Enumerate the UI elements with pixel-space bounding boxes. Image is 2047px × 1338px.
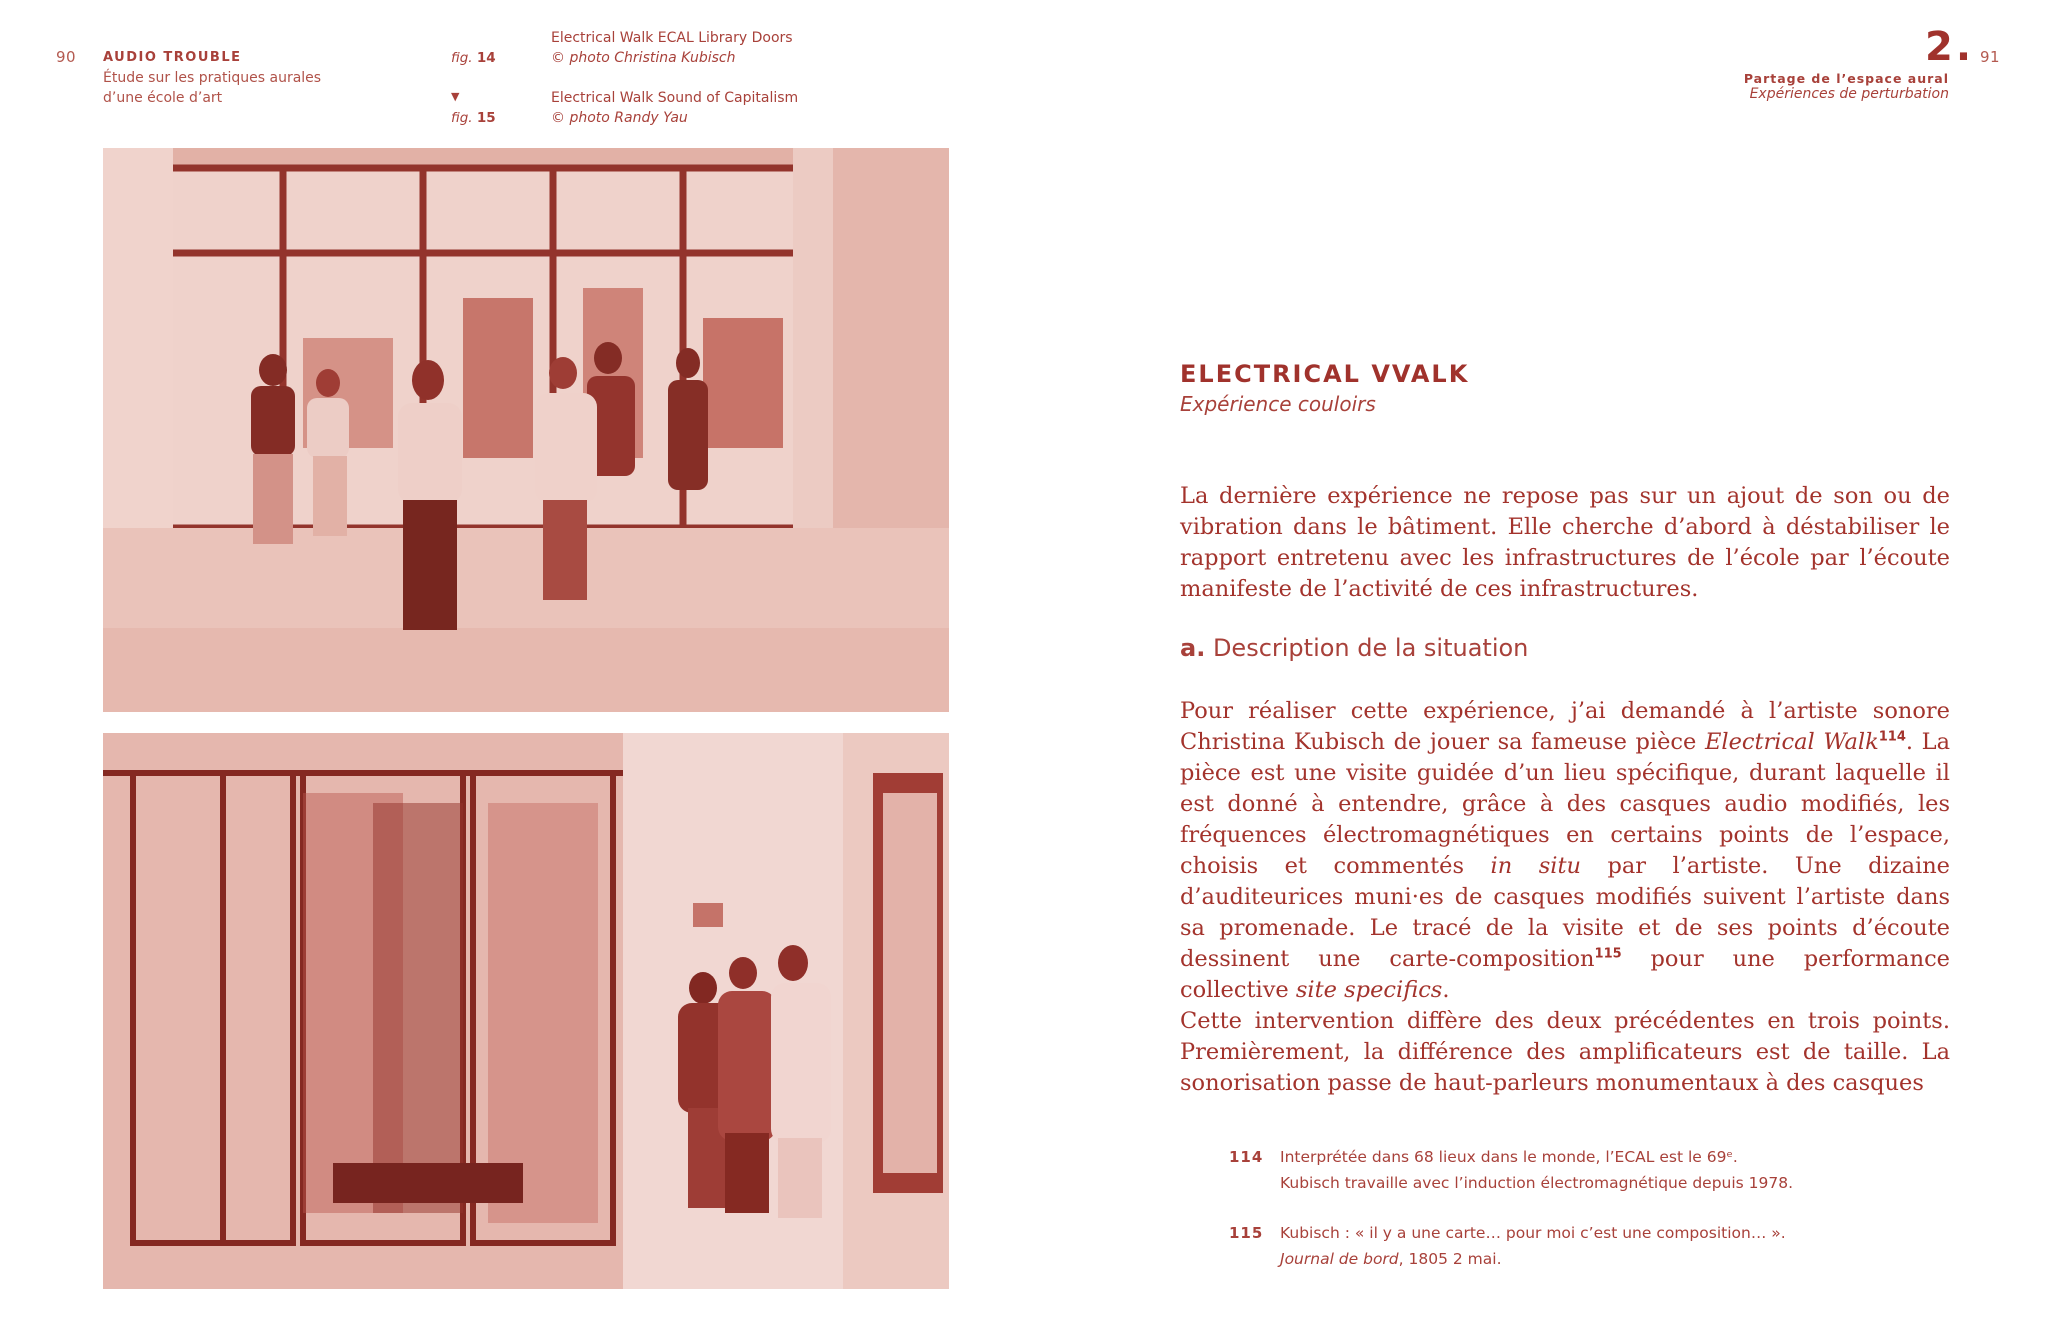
body-paragraph-1: Pour réaliser cette expérience, j’ai demandé à l’artiste sonore Christina Kubisch de jouer sa fameuse pièce Electrical Walk$^{114}$. La pièce est une visite guidée d’un lieu spécifique, durant laquelle il est donné à entendre, grâce à des casques audio modifiés, les fréquences électromagnétiques en certains points de l’espace, choisis et commentés in situ par l’artiste. Une dizaine d’auditeurices muni·es de casques modifiés suivent l’artiste dans sa promenade. Le tracé de la visite et de ses points d’écoute dessinent une carte-composition$^{115}$ pour une performance collective site specifics. [1180,698,1950,1003]
photo-sound-of-capitalism [103,733,949,1289]
footnote-ref-115[interactable]: 115 [1594,946,1622,962]
subsection-title: Description de la situation [1212,634,1529,662]
figure-14-number: 14 [476,50,496,66]
body-text [1180,696,1950,1099]
intro-paragraph: La dernière expérience ne repose pas sur un ajout de son ou de vibration dans le bâtiment. Elle cherche d’abord à déstabiliser le rapport entretenu avec les infrastructures de l’école par l’écoute manifeste de l’activité de ces infrastructures. [1180,483,1950,602]
figure-14-label: fig. 14 [451,50,496,66]
subsection-heading [1180,634,1528,662]
book-subtitle [103,68,321,108]
footnote-ref-114[interactable]: 114 [1878,729,1906,745]
book-subtitle-line1: Étude sur les pratiques aurales [103,70,322,86]
footnote-114: Interprétée dans 68 lieux dans le monde, l’ECAL est le 69ᵉ. Kubisch travaille avec l’induction électromagnétique depuis 1978. [1280,1148,1794,1192]
figure-15-label: fig. 15 [451,110,496,126]
figure-15-number: 15 [476,110,496,126]
down-arrow-icon: ▼ [451,90,460,103]
figure-14-credit: © photo Christina Kubisch [551,50,736,66]
footnote-114-number: 114 [1229,1148,1264,1166]
body-paragraph-2: Cette intervention diffère des deux précédentes en trois points. Premièrement, la différence des amplificateurs est de taille. La sonorisation passe de haut-parleurs monumentaux à des casques [1180,1008,1950,1096]
figure-14-caption: Electrical Walk ECAL Library Doors © photo Christina Kubisch [551,30,793,66]
left-page-number: 90 [56,48,77,66]
footnote-115-number: 115 [1229,1224,1264,1242]
section-subtitle: Expérience couloirs [1180,392,1376,416]
book-subtitle-line2: d’une école d’art [103,90,223,106]
photo-library-doors [103,148,949,712]
section-title: ELECTRICAL VVALK [1180,360,1470,388]
figure-15-credit: © photo Randy Yau [551,110,688,126]
right-page-number: 91 [1980,48,2001,66]
chapter-title: Partage de l’espace aural [1743,71,1949,86]
book-title: AUDIO TROUBLE [103,50,242,65]
footnote-115: Kubisch : « il y a une carte… pour moi c’est une composition… ». Journal de bord, 1805 2 mai. [1280,1224,1786,1268]
chapter-number: 2. [1925,24,1975,70]
figure-15-caption: Electrical Walk Sound of Capitalism © photo Randy Yau [551,90,799,126]
chapter-subtitle: Expériences de perturbation [1749,86,1949,102]
subsection-letter: a. [1180,634,1206,662]
